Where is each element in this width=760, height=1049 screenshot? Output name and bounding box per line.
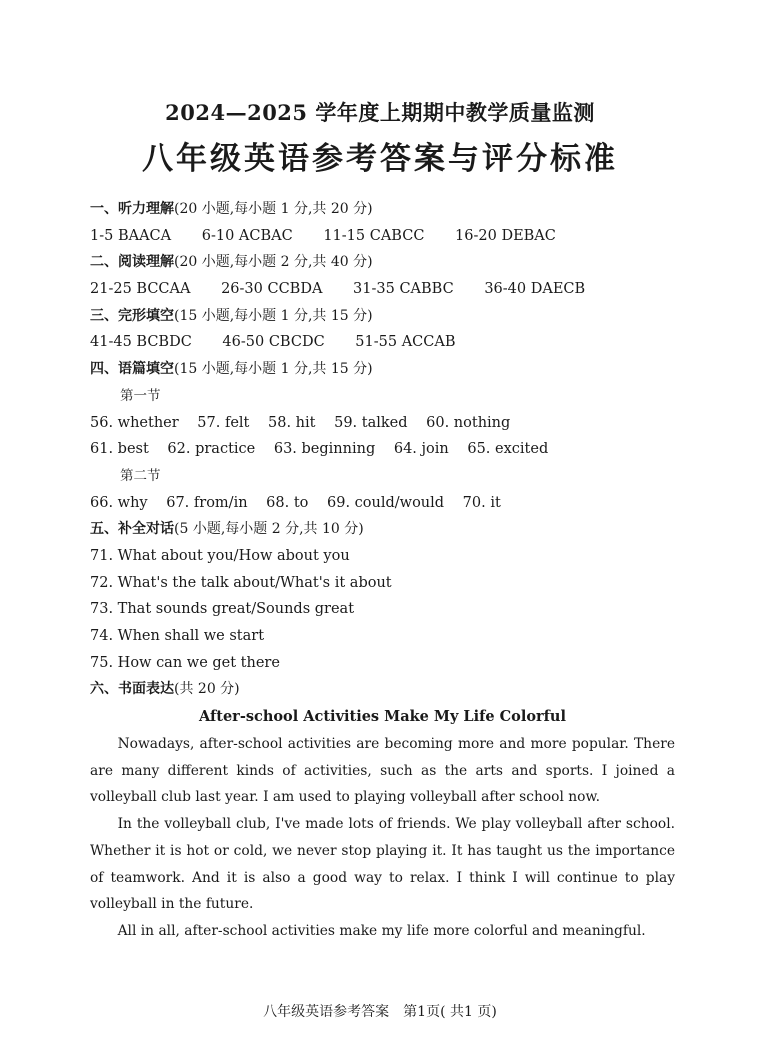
answer-item: 67. from/in [166,494,248,511]
answer-item: 56. whether [90,414,179,431]
section-note: (20 小题,每小题 1 分,共 20 分) [174,201,373,217]
answer-item: 65. excited [467,441,549,458]
answer-item: 69. could/would [327,494,445,511]
section-title: 一、听力理解 [90,201,174,217]
dialogue-answer: 73. That sounds great/Sounds great [90,601,355,618]
essay-title: After-school Activities Make My Life Colorful [199,708,566,726]
section-heading-cloze [90,303,675,330]
section-note: (15 小题,每小题 1 分,共 15 分) [174,361,373,378]
answer-group: 21-25 BCCAA [90,281,191,298]
answer-item: 59. talked [334,414,408,431]
answer-item: 66. why [90,494,148,511]
dialogue-answer: 75. How can we get there [90,654,280,671]
essay-paragraph: All in all, after-school activities make my life more colorful and meaningful. [117,922,646,939]
answer-group: 16-20 DEBAC [455,227,556,244]
section-title: 二、阅读理解 [90,254,174,271]
answer-group: 46-50 CBCDC [222,334,325,351]
answer-group: 6-10 ACBAC [201,227,293,244]
answer-item: 70. it [462,494,501,511]
answer-group: 51-55 ACCAB [355,334,456,351]
section-title: 四、语篇填空 [90,361,174,378]
subsection-label: 第二节 [120,467,161,484]
answer-group: 11-15 CABCC [323,227,425,244]
exam-title: 2024—2025 学年度上期期中教学质量监测 [165,100,595,125]
answer-item: 57. felt [197,414,250,431]
answer-item: 63. beginning [273,441,376,458]
dialogue-answer: 72. What's the talk about/What's it about [90,574,392,591]
answer-content [90,196,675,945]
answer-item: 68. to [266,494,309,511]
dialogue-answer: 74. When shall we start [90,628,265,644]
answer-row [90,490,675,517]
section-heading-listening [90,196,675,223]
answer-row [90,329,675,356]
answer-group: 31-35 CABBC [353,281,454,298]
section-heading-dialogue [90,516,675,543]
section-note: (15 小题,每小题 1 分,共 15 分) [174,307,373,324]
dialogue-answer: 71. What about you/How about you [90,547,350,564]
section-heading-reading [90,249,675,276]
section-note: (20 小题,每小题 2 分,共 40 分) [174,254,373,271]
section-title: 六、书面表达 [90,681,174,698]
section-title: 三、完形填空 [90,307,174,324]
document-title: 八年级英语参考答案与评分标准 [142,141,618,177]
page-footer: 八年级英语参考答案 第1页( 共1 页) [263,1004,497,1020]
answer-item: 61. best [90,441,149,458]
answer-row [90,436,675,463]
essay-paragraph: Nowadays, after-school activities are becoming more and more popular. There are many different kinds of activities, such as the arts and sports. I joined a volleyball club last year. I am used to playing volleyball after school now. [90,736,675,806]
answer-item: 60. nothing [426,414,511,431]
section-note: (5 小题,每小题 2 分,共 10 分) [174,521,364,538]
section-title: 五、补全对话 [90,521,174,538]
subsection-label: 第一节 [120,387,161,404]
answer-item: 62. practice [167,441,256,458]
answer-item: 64. join [393,441,449,458]
section-heading-text-completion [90,356,675,383]
answer-item: 58. hit [268,414,316,431]
section-note: (共 20 分) [174,681,240,698]
answer-group: 41-45 BCBDC [90,334,192,351]
answer-row [90,410,675,437]
essay-paragraph: In the volleyball club, I've made lots of friends. We play volleyball after school. Whether it is hot or cold, we never stop playing it. It has taught us the importance of teamwork. And it is also a good way to relax. I think I will continue to play volleyball in the future. [90,816,675,913]
answer-group: 36-40 DAECB [484,281,586,298]
answer-row [90,276,675,303]
answer-group: 26-30 CCBDA [221,281,323,298]
answer-group: 1-5 BAACA [90,227,172,244]
section-heading-writing [90,676,675,703]
answer-row [90,223,675,250]
